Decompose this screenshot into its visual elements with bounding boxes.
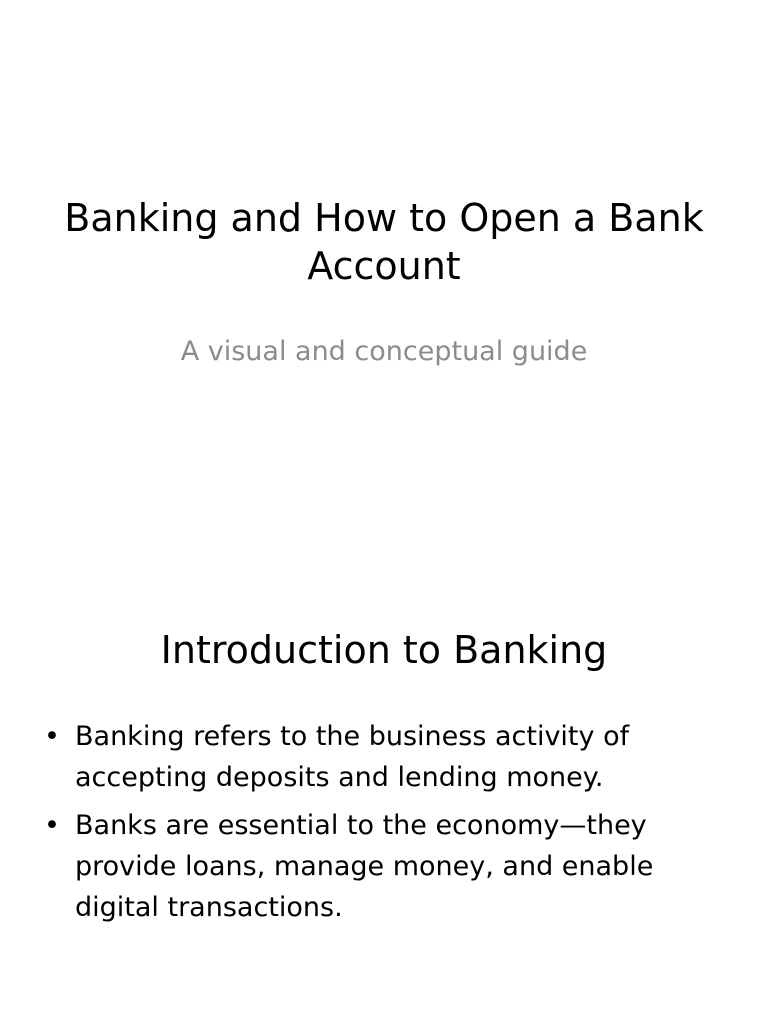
- bullet-list: [38, 716, 708, 935]
- bullet-text: Banks are essential to the economy—they provide loans, manage money, and enable digital transactions.: [75, 810, 654, 923]
- slide-title: Banking and How to Open a Bank Account: [64, 196, 704, 288]
- bullet-dot-icon: •: [44, 810, 60, 841]
- content-slide: [0, 512, 768, 1024]
- bullet-item: [38, 716, 708, 798]
- bullet-item: [38, 805, 708, 928]
- bullet-text: Banking refers to the business activity of accepting deposits and lending money.: [75, 721, 630, 793]
- bullet-dot-icon: •: [44, 721, 60, 752]
- slide-subtitle: A visual and conceptual guide: [180, 336, 588, 367]
- slide-title: Introduction to Banking: [160, 628, 608, 672]
